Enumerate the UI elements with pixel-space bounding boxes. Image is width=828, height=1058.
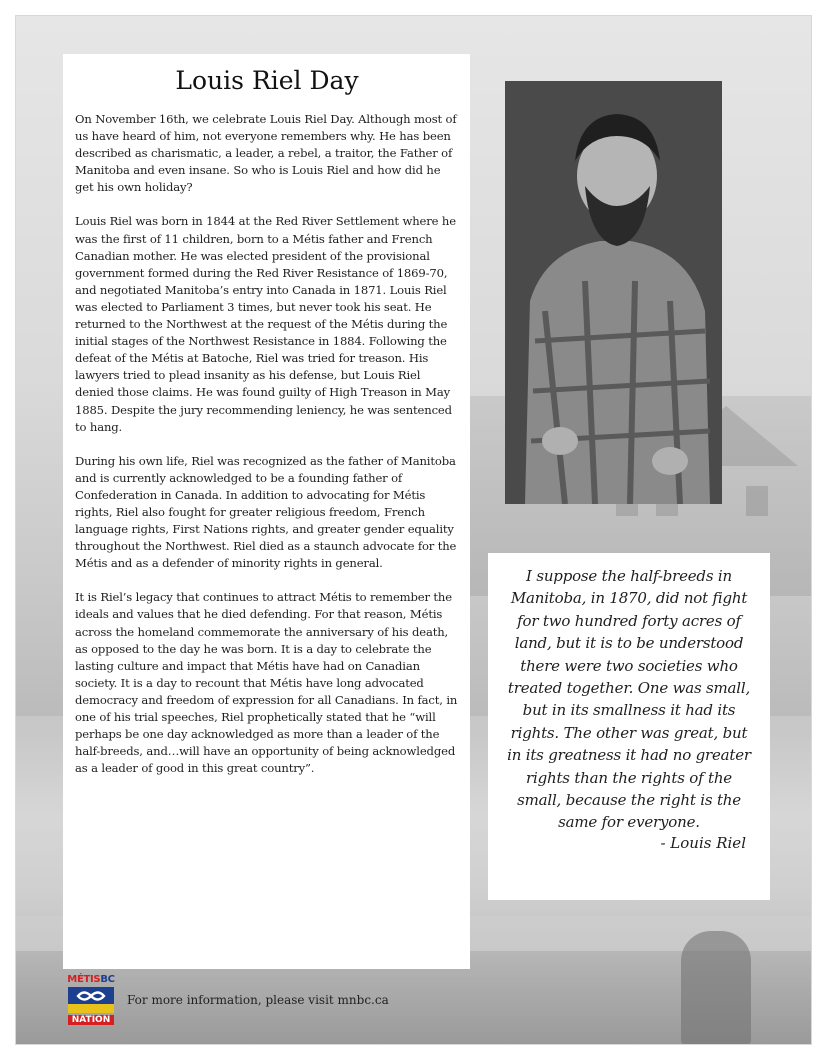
portrait-illustration (505, 81, 722, 504)
logo-word (66, 974, 116, 985)
article-title: Louis Riel Day (175, 66, 359, 95)
article-paragraph: During his own life, Riel was recognized as the father of Manitoba and is currently acknowledged to be a founding father of Confederation in Canada. In addition to advocating for Métis rights, Riel also fought for greater religious freedom, French language rights, First Nations rights, and greater gender equality throughout the Northwest. Riel died as a staunch advocate for the Métis and as a defender of minority rights in general. (75, 453, 457, 571)
logo-nation: NATION (68, 1015, 114, 1025)
footer-info-text: For more information, please visit mnbc.ca (127, 993, 389, 1007)
background-window (746, 486, 768, 516)
quote-attribution: - Louis Riel (660, 833, 746, 852)
metis-nation-bc-logo-icon (66, 974, 116, 1038)
logo-word-metis: MÉTIS (67, 974, 101, 985)
background-figure (681, 931, 751, 1045)
document-page (15, 15, 812, 1045)
quote-box (488, 553, 770, 900)
article-paragraph: It is Riel’s legacy that continues to attract Métis to remember the ideals and values that he died defending. For that reason, Métis across the homeland commemorate the anniversary of his death, as opposed to the day he was born. It is a day to celebrate the lasting culture and impact that Métis have had on Canadian society. It is a day to recount that Métis have long advocated democracy and freedom of expression for all Canadians. In fact, in one of his trial speeches, Riel prophetically stated that he “will perhaps be one day acknowledged as more than a leader of the half-breeds, and…will have an opportunity of being acknowledged as a leader of good in this great country”. (75, 590, 458, 776)
logo-word-bc: BC (100, 974, 115, 985)
article-paragraph: On November 16th, we celebrate Louis Riel Day. Although most of us have heard of him, not everyone remembers why. He has been described as charismatic, a leader, a rebel, a traitor, the Father of Manitoba and even insane. So who is Louis Riel and how did he get his own holiday? (75, 112, 457, 195)
article-paragraph: Louis Riel was born in 1844 at the Red River Settlement where he was the first of 11 children, born to a Métis father and French Canadian mother. He was elected president of the provisional government formed during the Red River Resistance of 1869-70, and negotiated Manitoba’s entry into Canada in 1871. Louis Riel was elected to Parliament 3 times, but never took his seat. He returned to the Northwest at the request of the Métis during the initial stages of the Northwest Resistance in 1884. Following the defeat of the Métis at Batoche, Riel was tried for treason. His lawyers tried to plead insanity as his defense, but Louis Riel denied those claims. He was found guilty of High Treason in May 1885. Despite the jury recommending leniency, he was sentenced to hang. (75, 214, 456, 434)
article-panel (63, 54, 470, 969)
portrait-photo-icon (505, 81, 722, 504)
quote-text: I suppose the half-breeds in Manitoba, in 1870, did not fight for two hundred forty acres of land, but it is to be understood there were two societies who treated together. One was small, but in its smallness it had its rights. The other was great, but in its greatness it had no greater rights than the rights of the small, because the right is the same for everyone. (507, 567, 751, 832)
logo-flag (68, 987, 114, 1013)
infinity-icon (68, 987, 114, 1013)
